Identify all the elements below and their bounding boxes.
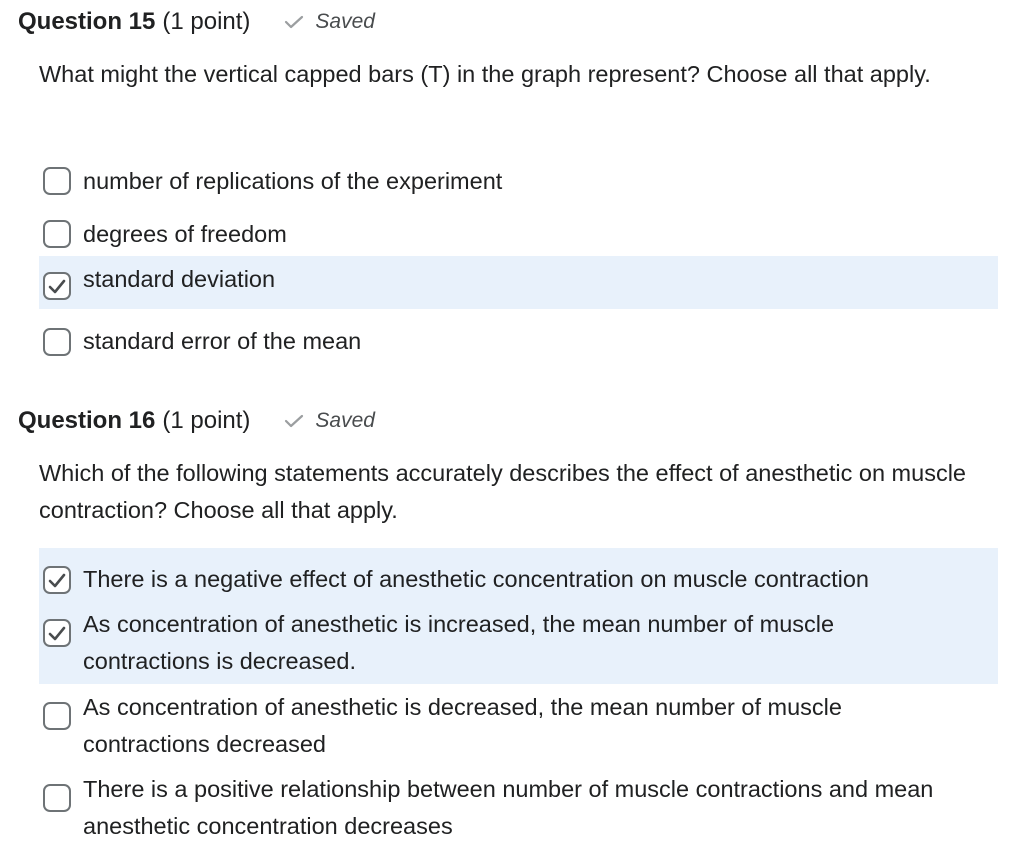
answer-option-selected[interactable] xyxy=(39,606,939,680)
question-prompt: What might the vertical capped bars (T) in the graph represent? Choose all that apply. xyxy=(39,61,931,87)
answer-label: There is a positive relationship between number of muscle contractions and mean anesthetic concentration decreases xyxy=(83,776,934,839)
checkbox-unchecked[interactable] xyxy=(43,328,71,356)
question-title: Question 16 xyxy=(18,407,156,434)
checkbox-unchecked[interactable] xyxy=(43,702,71,730)
checkmark-icon xyxy=(284,15,304,29)
answer-label: There is a negative effect of anesthetic concentration on muscle contraction xyxy=(83,566,869,592)
checkmark-icon xyxy=(48,626,66,641)
answer-option[interactable] xyxy=(39,771,979,845)
saved-status xyxy=(284,10,375,34)
checkbox-checked[interactable] xyxy=(43,566,71,594)
checkmark-icon xyxy=(48,279,66,294)
answer-label: As concentration of anesthetic is decreased, the mean number of muscle contractions decreased xyxy=(83,694,842,757)
saved-label: Saved xyxy=(315,10,375,33)
question-header xyxy=(18,6,375,38)
answer-option[interactable] xyxy=(39,163,998,200)
checkmark-icon xyxy=(48,573,66,588)
answer-option-selected[interactable] xyxy=(39,561,998,598)
question-points: (1 point) xyxy=(162,8,251,35)
answer-label: standard error of the mean xyxy=(83,328,362,354)
answer-label: standard deviation xyxy=(83,266,276,292)
question-prompt: Which of the following statements accurately describes the effect of anesthetic on muscle contraction? Choose all that apply. xyxy=(39,460,966,523)
question-header xyxy=(18,405,375,437)
checkbox-unchecked[interactable] xyxy=(43,784,71,812)
answer-option[interactable] xyxy=(39,689,939,763)
saved-label: Saved xyxy=(315,409,375,432)
checkbox-unchecked[interactable] xyxy=(43,167,71,195)
checkbox-unchecked[interactable] xyxy=(43,220,71,248)
checkmark-icon xyxy=(284,414,304,428)
answer-option-selected[interactable] xyxy=(39,256,998,309)
answer-label: As concentration of anesthetic is increased, the mean number of muscle contractions is decreased. xyxy=(83,611,835,674)
answer-label: number of replications of the experiment xyxy=(83,168,503,194)
saved-status xyxy=(284,409,375,433)
question-points: (1 point) xyxy=(162,407,251,434)
checkbox-checked[interactable] xyxy=(43,272,71,300)
checkbox-checked[interactable] xyxy=(43,619,71,647)
answer-option[interactable] xyxy=(39,323,998,360)
question-title: Question 15 xyxy=(18,8,156,35)
answer-label: degrees of freedom xyxy=(83,221,287,247)
answer-option[interactable] xyxy=(39,216,998,253)
